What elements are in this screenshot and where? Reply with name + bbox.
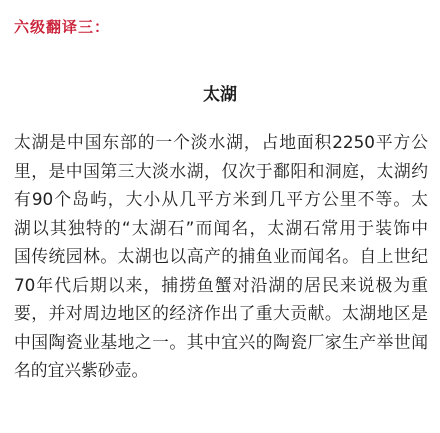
body-line: 要，并对周边地区的经济作出了重大贡献。太湖地区是 xyxy=(14,303,428,323)
body-line: 名的宜兴紫砂壶。 xyxy=(14,360,149,380)
body-line: 里，是中国第三大淡水湖，仅次于鄱阳和洞庭，太湖约 xyxy=(14,160,428,181)
article-title: 太湖 xyxy=(203,85,237,105)
body-line: 国传统园林。太湖也以高产的捕鱼业而闻名。自上世纪 xyxy=(14,246,428,266)
body-line: 太湖是中国东部的一个淡水湖，占地面积2250平方公 xyxy=(14,132,428,152)
article-body xyxy=(14,128,428,385)
body-line: 湖以其独特的“太湖石”而闻名，太湖石常用于装饰中 xyxy=(14,217,428,238)
body-line: 70年代后期以来，捕捞鱼蟹对沿湖的居民来说极为重 xyxy=(14,274,428,295)
body-line: 中国陶瓷业基地之一。其中宜兴的陶瓷厂家生产举世闻 xyxy=(14,331,428,352)
section-heading: 六级翻译三： xyxy=(14,18,111,36)
body-line: 有90个岛屿，大小从几平方米到几平方公里不等。太 xyxy=(14,189,428,209)
